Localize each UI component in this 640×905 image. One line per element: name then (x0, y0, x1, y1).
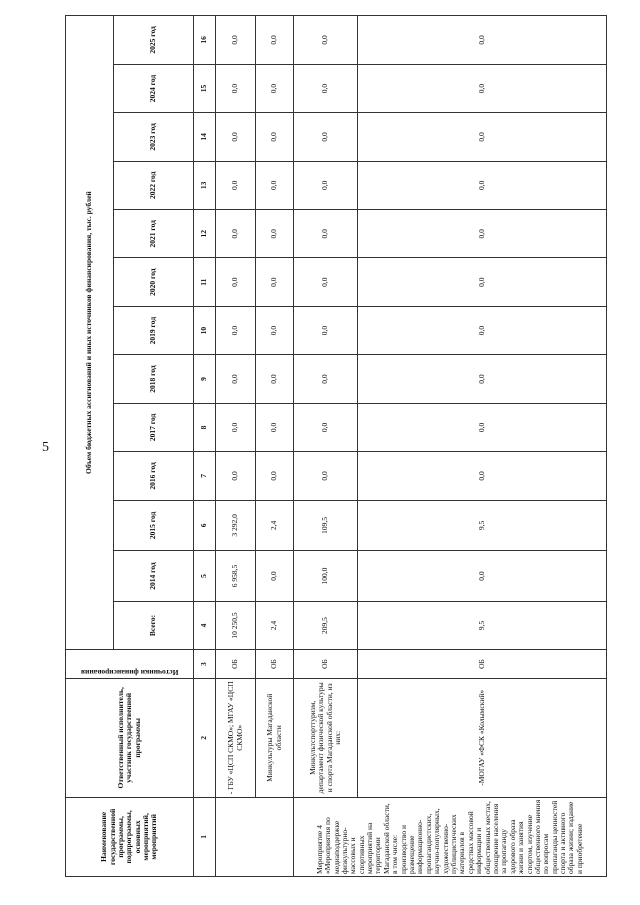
row-value: 2,4 (256, 601, 294, 649)
column-number: 2 (194, 678, 216, 797)
column-number: 12 (194, 210, 216, 258)
row-value: 0,0 (216, 161, 256, 209)
row-value: 209,5 (294, 601, 358, 649)
row-value: 2,4 (256, 500, 294, 551)
column-number: 6 (194, 500, 216, 551)
column-number: 1 (194, 797, 216, 876)
header-year: 2025 год (114, 16, 194, 65)
table-row (256, 16, 294, 877)
column-number: 9 (194, 355, 216, 403)
row-value: 0,0 (256, 161, 294, 209)
row-value: 0,0 (216, 452, 256, 500)
row-value: 0,0 (256, 355, 294, 403)
table-row (294, 16, 358, 877)
row-value: 0,0 (256, 64, 294, 112)
row-value: 0,0 (358, 306, 607, 354)
header-year: 2018 год (114, 355, 194, 403)
header-executor: Ответственный исполнитель, участник государственной программы (66, 678, 194, 797)
header-year: 2015 год (114, 500, 194, 551)
rotated-table-container (65, 15, 607, 877)
row-value: 6 958,5 (216, 551, 256, 602)
row-value: 9,5 (358, 601, 607, 649)
row-value: 0,0 (358, 452, 607, 500)
row-name-empty (216, 797, 294, 876)
column-number: 3 (194, 650, 216, 679)
row-value: 9,5 (358, 500, 607, 551)
row-value: 100,0 (294, 551, 358, 602)
header-volume: Объем бюджетных ассигнований и иных источников финансирования, тыс. рублей (66, 16, 114, 650)
row-value: 0,0 (256, 258, 294, 306)
row-value: 0,0 (216, 403, 256, 451)
row-value: 0,0 (216, 210, 256, 258)
financing-table (65, 15, 607, 877)
header-year: 2016 год (114, 452, 194, 500)
header-year: 2019 год (114, 306, 194, 354)
row-executor: Минкультспорттуризм, департамент физической культуры и спорта Магаданской области, из них: (294, 678, 358, 797)
row-source: ОБ (216, 650, 256, 679)
row-value: 0,0 (256, 16, 294, 65)
column-number: 4 (194, 601, 216, 649)
header-year: 2022 год (114, 161, 194, 209)
row-value: 0,0 (294, 161, 358, 209)
row-value: 0,0 (294, 258, 358, 306)
row-source: ОБ (358, 650, 607, 679)
row-value: 0,0 (358, 210, 607, 258)
row-value: 0,0 (256, 551, 294, 602)
header-source: Источники финансирования (66, 650, 194, 679)
row-value: 0,0 (216, 113, 256, 161)
row-value: 0,0 (294, 113, 358, 161)
table-row (216, 16, 256, 877)
row-value: 0,0 (294, 452, 358, 500)
row-value: 0,0 (256, 403, 294, 451)
header-year: 2017 год (114, 403, 194, 451)
column-number: 5 (194, 551, 216, 602)
header-year: 2021 год (114, 210, 194, 258)
row-value: 0,0 (294, 64, 358, 112)
column-number: 11 (194, 258, 216, 306)
row-source: ОБ (294, 650, 358, 679)
row-value: 0,0 (256, 113, 294, 161)
column-number-row (194, 16, 216, 877)
row-value: 0,0 (256, 306, 294, 354)
row-value: 0,0 (358, 258, 607, 306)
row-value: 0,0 (294, 210, 358, 258)
header-year: 2023 год (114, 113, 194, 161)
row-value: 0,0 (358, 16, 607, 65)
column-number: 15 (194, 64, 216, 112)
column-number: 7 (194, 452, 216, 500)
column-number: 16 (194, 16, 216, 65)
row-value: 0,0 (216, 258, 256, 306)
header-year: 2024 год (114, 64, 194, 112)
row-value: 0,0 (216, 16, 256, 65)
row-executor: Минкультуры Магаданской области (256, 678, 294, 797)
row-value: 0,0 (358, 551, 607, 602)
row-executor: - ГБУ «ЦСП СКМО»; МГАУ «ЦСП СКМО» (216, 678, 256, 797)
header-year: 2020 год (114, 258, 194, 306)
column-number: 13 (194, 161, 216, 209)
header-total: Всего: (114, 601, 194, 649)
row-value: 0,0 (216, 64, 256, 112)
row-name: Мероприятие 4 «Мероприятия по медиаподдержке физкультурно-массовых и спортивных мероприятий на территории Магаданской области, в том числе: производство и размещение информационно-пропагандистских, научно-популярных, художественно-публицистических материалов в средствах массовой информации и общественных местах, поощрение населения за пропаганду здорового образа жизни и занятия спортом, изучение общественного мнения по вопросам пропаганды ценностей спорта и активного образа жизни; издание и приобретение (294, 797, 607, 876)
row-value: 3 292,0 (216, 500, 256, 551)
header-name: Наименование государственной программы, подпрограммы, основных мероприятий, мероприятий (66, 797, 194, 876)
table-row (358, 16, 607, 877)
row-value: 0,0 (294, 403, 358, 451)
row-value: 0,0 (294, 306, 358, 354)
row-value: 0,0 (256, 452, 294, 500)
row-value: 109,5 (294, 500, 358, 551)
row-value: 0,0 (216, 306, 256, 354)
column-number: 14 (194, 113, 216, 161)
row-value: 0,0 (256, 210, 294, 258)
row-value: 0,0 (358, 113, 607, 161)
row-value: 0,0 (358, 161, 607, 209)
row-value: 0,0 (216, 355, 256, 403)
row-value: 10 250,5 (216, 601, 256, 649)
row-value: 0,0 (358, 355, 607, 403)
row-value: 0,0 (294, 16, 358, 65)
row-executor: -МОГАУ «ФСК «Колымский» (358, 678, 607, 797)
header-year: 2014 год (114, 551, 194, 602)
page-number: 5 (42, 440, 49, 455)
column-number: 8 (194, 403, 216, 451)
row-value: 0,0 (358, 403, 607, 451)
row-value: 0,0 (294, 355, 358, 403)
column-number: 10 (194, 306, 216, 354)
row-value: 0,0 (358, 64, 607, 112)
row-source: ОБ (256, 650, 294, 679)
